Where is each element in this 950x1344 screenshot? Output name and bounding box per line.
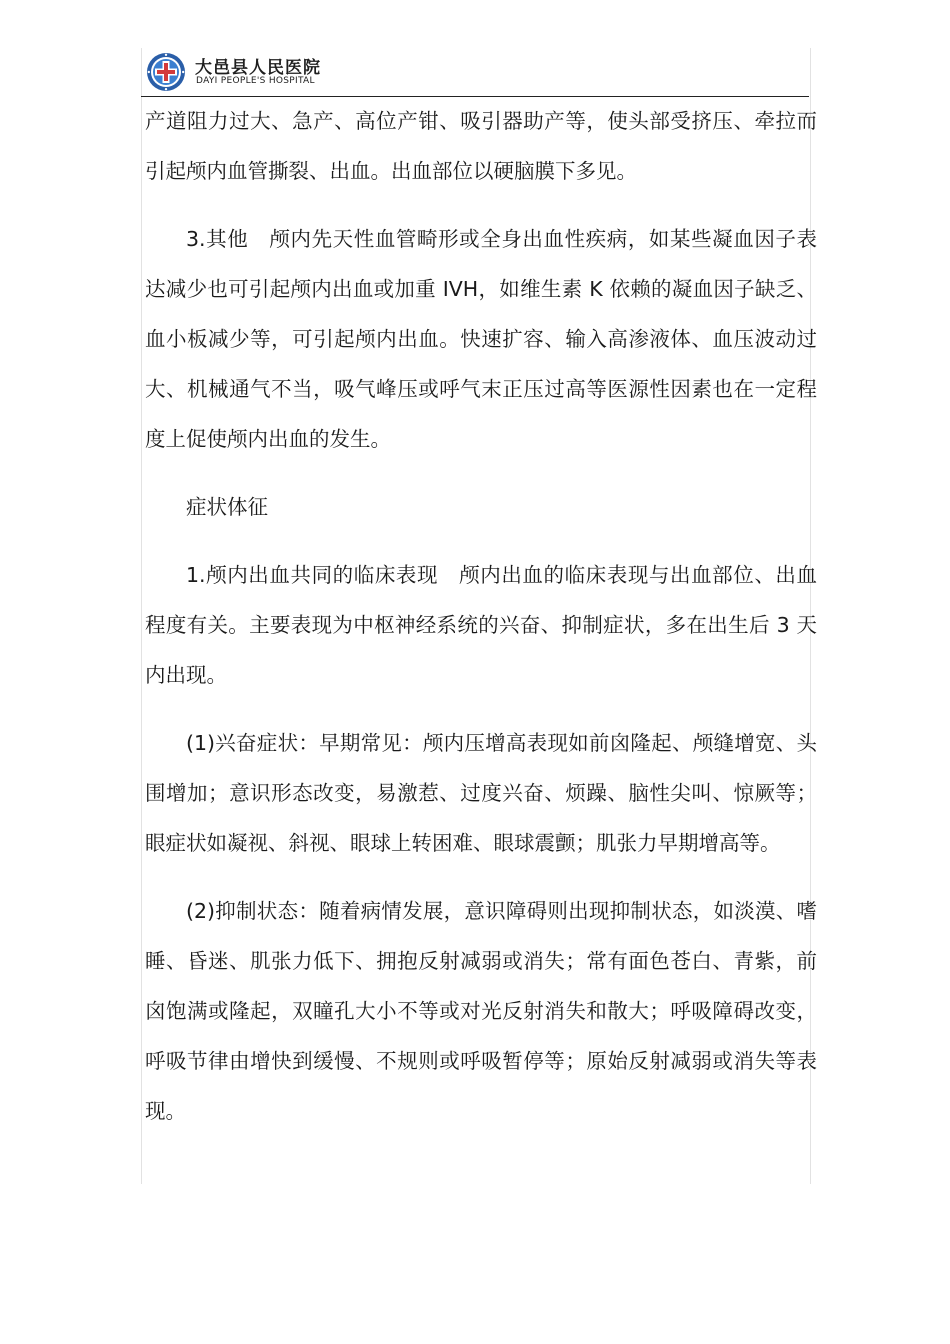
hospital-name-en: DAYI PEOPLE'S HOSPITAL bbox=[196, 76, 315, 86]
paragraph-other-causes: 3.其他 颅内先天性血管畸形或全身出血性疾病，如某些凝血因子表达减少也可引起颅内出血或加重 IVH，如维生素 K 依赖的凝血因子缺乏、血小板减少等，可引起颅内出血。快速扩容、输入高渗液体、血压波动过大、机械通气不当，吸气峰压或呼气末正压过高等医源性因素也在一定程度上促使颅内出血的发生。 bbox=[145, 227, 817, 451]
hospital-name-cn: 大邑县人民医院 bbox=[195, 58, 321, 78]
paragraph-birth-trauma: 产道阻力过大、急产、高位产钳、吸引器助产等，使头部受挤压、牵拉而引起颅内血管撕裂、出血。出血部位以硬脑膜下多见。 bbox=[145, 109, 817, 183]
section-heading-symptoms: 症状体征 bbox=[186, 495, 268, 519]
paragraph-inhibition-state: (2)抑制状态：随着病情发展，意识障碍则出现抑制状态，如淡漠、嗜睡、昏迷、肌张力低下、拥抱反射减弱或消失；常有面色苍白、青紫，前囟饱满或隆起，双瞳孔大小不等或对光反射消失和散大；呼吸障碍改变，呼吸节律由增快到缓慢、不规则或呼吸暂停等；原始反射减弱或消失等表现。 bbox=[145, 899, 817, 1123]
page-header bbox=[141, 48, 809, 97]
paragraph-common-manifestations: 1.颅内出血共同的临床表现 颅内出血的临床表现与出血部位、出血程度有关。主要表现为中枢神经系统的兴奋、抑制症状，多在出生后 3 天内出现。 bbox=[145, 563, 817, 687]
hospital-cross-emblem-icon bbox=[146, 52, 186, 92]
document-body bbox=[145, 96, 817, 1136]
paragraph-excitation-symptoms: (1)兴奋症状：早期常见：颅内压增高表现如前囟隆起、颅缝增宽、头围增加；意识形态改变，易激惹、过度兴奋、烦躁、脑性尖叫、惊厥等；眼症状如凝视、斜视、眼球上转困难、眼球震颤；肌张力早期增高等。 bbox=[145, 731, 817, 855]
